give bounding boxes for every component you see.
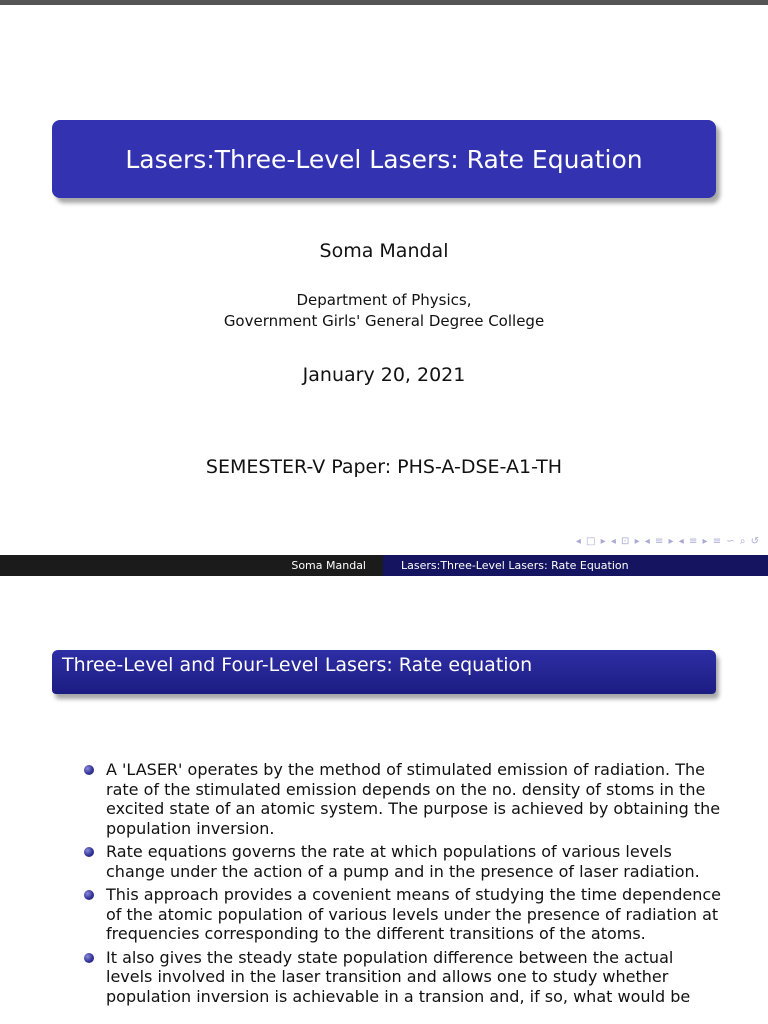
bullet-ball-icon (84, 953, 94, 963)
bullet-text: A 'LASER' operates by the method of stimulated emission of radiation. The rate of the stimulated emission depends on the no. density of stoms in the excited state of an atomic system. The purpose is achieved by obtaining the population inversion. (106, 760, 721, 838)
footer-title (383, 555, 768, 576)
semester-paper: SEMESTER-V Paper: PHS-A-DSE-A1-TH (205, 456, 563, 478)
list-item (84, 885, 724, 944)
bullet-ball-icon (84, 847, 94, 857)
bullet-list (84, 760, 724, 1010)
institute-line-2: Government Girls' General Degree College (223, 312, 545, 330)
footer-bar (0, 555, 768, 576)
top-border (0, 0, 768, 5)
institute-line-1: Department of Physics, (296, 291, 472, 309)
bullet-text: It also gives the steady state population difference between the actual levels involved in the laser transition and allows one to study whether population inversion is achievable in a transion and, if so, what would be (106, 947, 691, 1006)
footer-author-label: Soma Mandal (291, 559, 366, 572)
bullet-text: Rate equations governs the rate at which populations of various levels change under the action of a pump and in the presence of laser radiation. (106, 842, 700, 881)
list-item (84, 948, 724, 1007)
footer-author (0, 555, 383, 576)
bullet-ball-icon (84, 765, 94, 775)
bullet-ball-icon (84, 890, 94, 900)
footer-title-label: Lasers:Three-Level Lasers: Rate Equation (401, 559, 629, 572)
list-item (84, 760, 724, 838)
date: January 20, 2021 (302, 364, 466, 386)
frame-title-box (52, 650, 716, 694)
title-box (52, 120, 716, 198)
navigation-symbols-icon[interactable]: ◂ □ ▸ ◂ ⊡ ▸ ◂ ≡ ▸ ◂ ≡ ▸ ≡ ∽ ⌕ ↺ (575, 536, 760, 547)
author: Soma Mandal (319, 240, 449, 262)
frame-title: Three-Level and Four-Level Lasers: Rate equation (62, 654, 533, 676)
list-item (84, 842, 724, 881)
slide-title: Lasers:Three-Level Lasers: Rate Equation (125, 144, 643, 174)
bullet-text: This approach provides a covenient means of studying the time dependence of the atomic population of various levels under the presence of radiation at frequencies corresponding to the different transitions of the atoms. (106, 885, 721, 943)
